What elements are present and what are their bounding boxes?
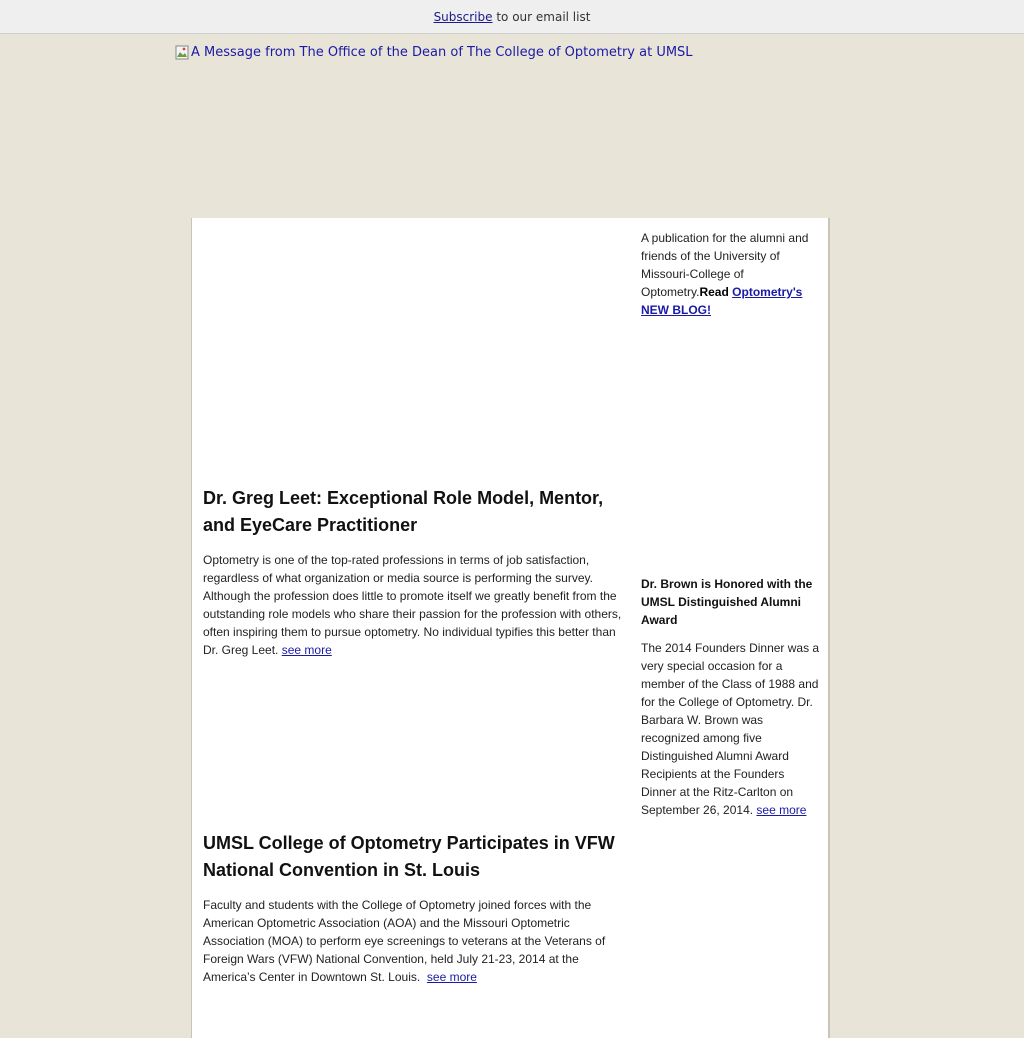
header-image-link[interactable] <box>175 44 693 60</box>
publication-blurb <box>641 229 821 319</box>
header-image-alt-text: A Message from The Office of the Dean of The College of Optometry at UMSL <box>191 44 693 60</box>
article-leet <box>203 485 631 659</box>
read-label: Read <box>699 285 729 299</box>
article-body <box>203 551 631 659</box>
side-article-body-text: The 2014 Founders Dinner was a very special occasion for a member of the Class of 1988 and for the College of Optometry. Dr. Barbara W. Brown was recognized among five Distinguished Alumni Award Recipients at the Founders Dinner at the Ritz-Carlton on September 26, 2014. <box>641 641 820 817</box>
article-title: Dr. Greg Leet: Exceptional Role Model, Mentor, and EyeCare Practitioner <box>203 488 604 535</box>
blog-link[interactable]: Optometry's NEW BLOG! <box>641 285 803 317</box>
article-brown <box>641 575 821 819</box>
publication-text: A publication for the alumni and friends of the University of Missouri-College of Optometry. <box>641 231 809 299</box>
subscribe-link[interactable]: Subscribe <box>433 10 493 24</box>
article-body <box>203 896 631 986</box>
article-vfw <box>203 830 631 986</box>
article-body-text: Faculty and students with the College of Optometry joined forces with the American Optometric Association (AOA) and the Missouri Optometric Association (MOA) to perform eye screenings to veterans at the Veterans of Foreign Wars (VFW) National Convention, held July 21-23, 2014 at the America’s Center in Downtown St. Louis. <box>203 898 606 984</box>
side-article-body <box>641 639 821 819</box>
broken-image-icon <box>175 44 189 60</box>
email-subscribe-bar <box>0 0 1024 34</box>
article-title: UMSL College of Optometry Participates in VFW National Convention in St. Louis <box>203 833 615 880</box>
see-more-link[interactable]: see more <box>426 970 477 984</box>
see-more-link[interactable]: see more <box>281 643 332 657</box>
see-more-link[interactable]: see more <box>756 803 807 817</box>
subscribe-text: to our email list <box>492 10 591 24</box>
side-article-title: Dr. Brown is Honored with the UMSL Distinguished Alumni Award <box>641 577 813 627</box>
article-body-text: Optometry is one of the top-rated professions in terms of job satisfaction, regardless of what organization or media source is performing the survey. Although the profession does little to promote itself we greatly benefit from the outstanding role models who share their passion for the profession with others, often inspiring them to pursue optometry. No individual typifies this better than Dr. Greg Leet. <box>203 553 622 657</box>
newsletter-content <box>191 218 830 1038</box>
